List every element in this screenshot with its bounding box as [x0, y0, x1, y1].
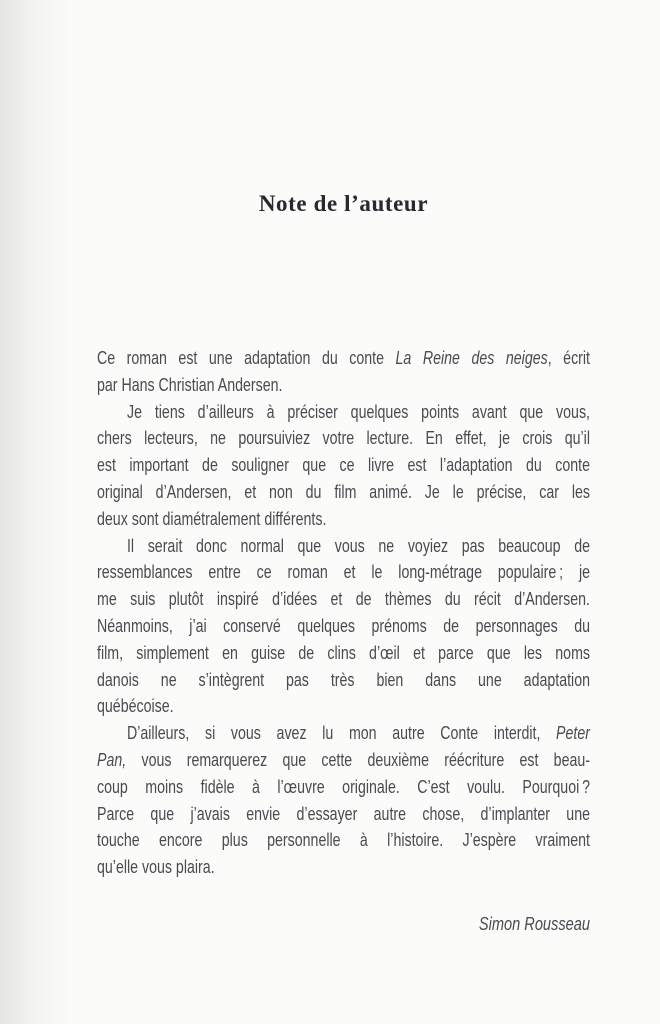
text-line — [97, 452, 590, 479]
text-line — [97, 693, 590, 720]
text-segment: me suis plutôt inspiré d’idées et de thèmes du récit d’Andersen. — [97, 589, 590, 610]
text-line — [97, 479, 590, 506]
text-line — [97, 399, 590, 426]
text-segment: Ce roman est une adaptation du conte — [97, 348, 396, 368]
text-line — [97, 506, 590, 533]
text-segment: chers lecteurs, ne poursuiviez votre lecture. En effet, je crois qu’il — [97, 428, 590, 449]
text-line — [97, 747, 590, 774]
body-text-column — [97, 345, 590, 938]
text-segment: deux sont diamétralement différents. — [97, 508, 327, 529]
text-line — [97, 667, 590, 694]
text-line — [97, 801, 590, 828]
text-line — [97, 345, 590, 372]
text-segment: Il serait donc normal que vous ne voyiez pas beaucoup de — [126, 535, 590, 556]
text-line — [97, 854, 590, 881]
text-segment: coup moins fidèle à l’œuvre originale. C’est voulu. Pourquoi ? — [97, 776, 590, 797]
page-gutter-shadow — [0, 0, 72, 1024]
text-segment: danois ne s’intègrent pas très bien dans une adaptation — [97, 669, 590, 690]
text-line — [97, 827, 590, 854]
text-segment: Parce que j’avais envie d’essayer autre chose, d’implanter une — [97, 803, 590, 824]
text-segment: film, simplement en guise de clins d’œil et parce que les noms — [97, 642, 590, 663]
text-line — [97, 774, 590, 801]
page-content — [97, 0, 590, 1024]
text-line — [97, 640, 590, 667]
text-segment: Néanmoins, j’ai conservé quelques prénoms de personnages du — [97, 615, 590, 636]
text-segment: original d’Andersen, et non du film animé. Je le précise, car les — [97, 481, 590, 502]
text-segment: touche encore plus personnelle à l’histoire. J’espère vraiment — [97, 830, 590, 851]
text-line — [97, 372, 590, 399]
italic-text-segment: La Reine des neiges — [395, 348, 548, 368]
text-segment: D’ailleurs, si vous avez lu mon autre Conte interdit, — [126, 723, 557, 744]
text-segment: vous remarquerez que cette deuxième réécriture est beau- — [126, 749, 590, 770]
text-segment: est important de souligner que ce livre est l’adaptation du conte — [97, 455, 590, 476]
text-segment: ressemblances entre ce roman et le long-métrage populaire ; je — [97, 562, 590, 583]
author-signature: Simon Rousseau — [478, 912, 590, 934]
text-segment: par Hans Christian Andersen. — [97, 374, 283, 395]
text-line — [97, 720, 590, 747]
page-title: Note de l’auteur — [258, 191, 429, 216]
text-line — [97, 425, 590, 452]
text-segment: , écrit — [547, 348, 591, 368]
italic-text-segment: Peter — [556, 723, 590, 744]
text-line — [97, 559, 590, 586]
text-segment: québécoise. — [97, 696, 174, 717]
text-segment: Je tiens d’ailleurs à préciser quelques points avant que vous, — [126, 401, 590, 422]
text-line — [97, 613, 590, 640]
text-segment: qu’elle vous plaira. — [97, 857, 215, 878]
italic-text-segment: Pan, — [97, 749, 127, 770]
text-line — [97, 533, 590, 560]
text-line — [97, 586, 590, 613]
body-text — [97, 345, 590, 881]
